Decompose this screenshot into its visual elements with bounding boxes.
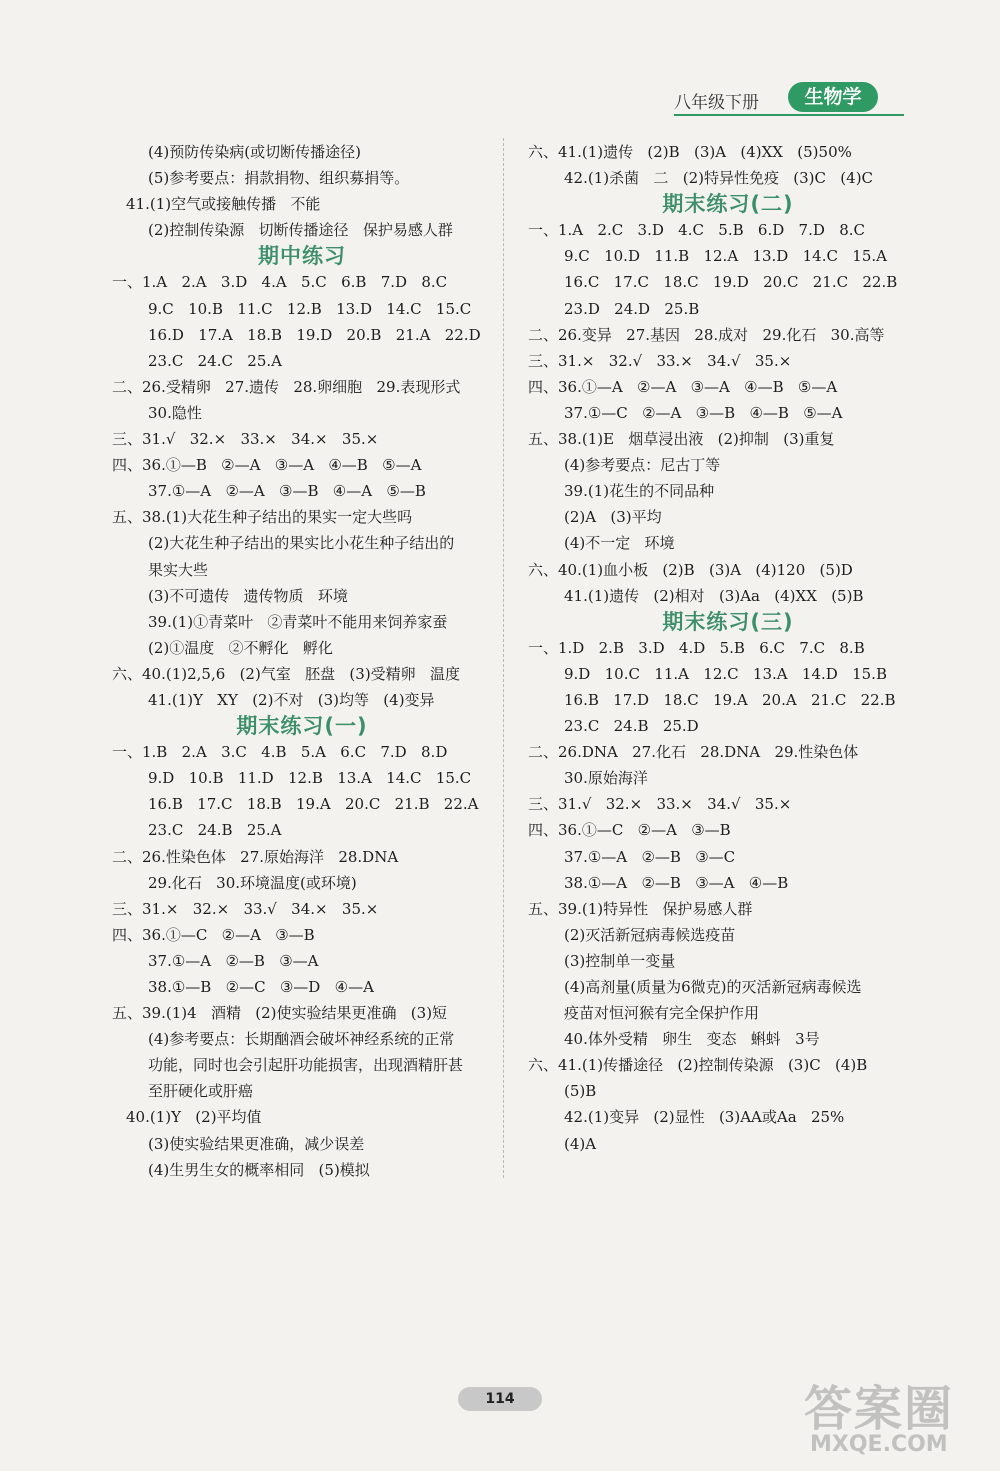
subject-badge: 生物学 [788,82,878,112]
section-title: 期末练习(一) [236,714,368,739]
answer-line: (4)不一定 环境 [564,534,675,553]
answer-line: 42.(1)变异 (2)显性 (3)AA或Aa 25% [564,1108,845,1127]
answer-line: 四、36.①—A ②—A ③—A ④—B ⑤—A [528,377,838,396]
answer-line: 41.(1)空气或接触传播 不能 [126,195,321,214]
answer-line: 六、41.(1)传播途径 (2)控制传染源 (3)C (4)B [528,1056,868,1075]
answer-line: (4)参考要点：长期酗酒会破坏神经系统的正常 [148,1030,455,1049]
answer-line: 37.①—A ②—A ③—B ④—A ⑤—B [148,482,426,501]
watermark-logo: 答案圈 [804,1381,955,1437]
answer-line: 30.隐性 [148,403,202,422]
answer-line: (4)A [564,1134,597,1153]
section-title: 期中练习 [258,244,346,269]
section-title: 期末练习(二) [662,192,794,217]
answer-line: 疫苗对恒河猴有完全保护作用 [564,1004,760,1023]
answer-line: 41.(1)Y XY (2)不对 (3)均等 (4)变异 [148,690,435,709]
page-header [674,80,904,116]
answer-line: 39.(1)①青菜叶 ②青菜叶不能用来饲养家蚕 [148,612,448,631]
answer-line: (3)使实验结果更准确，减少误差 [148,1134,365,1153]
answer-line: 四、36.①—B ②—A ③—A ④—B ⑤—A [112,456,422,475]
page-number-badge [458,1387,542,1411]
answer-line: 9.C 10.D 11.B 12.A 13.D 14.C 15.A [564,247,887,266]
answer-line: 一、1.A 2.C 3.D 4.C 5.B 6.D 7.D 8.C [528,221,865,240]
answer-line: (2)A (3)平均 [564,508,662,527]
answer-line: (2)灭活新冠病毒候选疫苗 [564,925,736,944]
answer-line: 二、26.性染色体 27.原始海洋 28.DNA [112,847,399,866]
answer-line: 三、31.√ 32.× 33.× 34.× 35.× [112,430,379,449]
answer-line: 16.C 17.C 18.C 19.D 20.C 21.C 22.B [564,273,898,292]
answer-line: (2)控制传染源 切断传播途径 保护易感人群 [148,221,453,240]
answer-line: 果实大些 [148,560,209,579]
answer-line: 38.①—B ②—C ③—D ④—A [148,978,374,996]
answer-line: 一、1.A 2.A 3.D 4.A 5.C 6.B 7.D 8.C [112,273,448,292]
answer-line: 23.D 24.D 25.B [564,299,700,318]
answer-line: (3)控制单一变量 [564,951,676,970]
right-column [528,139,928,1157]
answer-line: 五、39.(1)4 酒精 (2)使实验结果更准确 (3)短 [112,1004,448,1023]
answer-line: 至肝硬化或肝癌 [148,1082,254,1101]
answer-line: 四、36.①—C ②—A ③—B [112,925,315,944]
answer-line: 三、31.× 32.× 33.√ 34.× 35.× [112,899,379,918]
answer-line: 23.C 24.C 25.A [148,351,282,370]
page-number: 114 [485,1391,515,1407]
answer-line: 二、26.变异 27.基因 28.成对 29.化石 30.高等 [528,325,885,344]
answer-line: 40.体外受精 卵生 变态 蝌蚪 3号 [564,1030,820,1049]
watermark-site: MXQE.COM [810,1432,948,1457]
answer-line: (3)不可遗传 遗传物质 环境 [148,586,348,605]
answer-line: (5)参考要点：捐款捐物、组织募捐等。 [148,169,410,188]
answer-line: 29.化石 30.环境温度(或环境) [148,873,357,892]
answer-line: 23.C 24.B 25.A [148,821,282,840]
answer-line: (4)高剂量(质量为6微克)的灭活新冠病毒候选 [564,978,862,996]
answer-line: 41.(1)遗传 (2)相对 (3)Aa (4)XX (5)B [564,586,864,605]
answer-line: 一、1.D 2.B 3.D 4.D 5.B 6.C 7.C 8.B [528,638,865,657]
answer-line: (4)生男生女的概率相同 (5)模拟 [148,1160,370,1179]
answer-line: 37.①—C ②—A ③—B ④—B ⑤—A [564,403,843,422]
answer-line: 16.D 17.A 18.B 19.D 20.B 21.A 22.D [148,325,481,344]
answer-line: 二、26.DNA 27.化石 28.DNA 29.性染色体 [528,743,859,762]
grade-label: 八年级下册 [674,93,759,113]
answer-line: 40.(1)Y (2)平均值 [126,1108,262,1127]
answer-line: 三、31.√ 32.× 33.× 34.√ 35.× [528,795,792,814]
answer-line: 三、31.× 32.√ 33.× 34.√ 35.× [528,351,792,370]
answer-line: 六、41.(1)遗传 (2)B (3)A (4)XX (5)50% [528,143,852,161]
answer-line: (2)①温度 ②不孵化 孵化 [148,638,333,657]
section-title: 期末练习(三) [662,609,794,634]
answer-line: (5)B [564,1082,597,1101]
answer-line: 9.D 10.C 11.A 12.C 13.A 14.D 15.B [564,664,887,683]
answer-line: 16.B 17.D 18.C 19.A 20.A 21.C 22.B [564,690,896,709]
answer-line: 37.①—A ②—B ③—A [148,951,319,970]
header-rule [674,114,904,116]
answer-line: 六、40.(1)血小板 (2)B (3)A (4)120 (5)D [528,560,853,579]
answer-line: 一、1.B 2.A 3.C 4.B 5.A 6.C 7.D 8.D [112,743,448,762]
answer-line: 39.(1)花生的不同品种 [564,482,715,501]
answer-line: 30.原始海洋 [564,769,648,788]
answer-line: 37.①—A ②—B ③—C [564,847,736,866]
left-column [112,139,492,1183]
answer-line: (4)参考要点：尼古丁等 [564,456,721,475]
answer-line: 四、36.①—C ②—A ③—B [528,821,731,840]
answer-line: 9.C 10.B 11.C 12.B 13.D 14.C 15.C [148,299,472,318]
watermark [800,1370,990,1460]
answer-line: 23.C 24.B 25.D [564,717,699,736]
answer-line: 42.(1)杀菌 二 (2)特异性免疫 (3)C (4)C [564,169,874,188]
answer-line: 六、40.(1)2,5,6 (2)气室 胚盘 (3)受精卵 温度 [112,664,460,683]
answer-line: 16.B 17.C 18.B 19.A 20.C 21.B 22.A [148,795,479,814]
answer-line: 9.D 10.B 11.D 12.B 13.A 14.C 15.C [148,769,472,788]
column-divider [503,138,504,1178]
answer-line: 功能，同时也会引起肝功能损害，出现酒精肝甚 [148,1056,464,1075]
answer-line: (2)大花生种子结出的果实比小花生种子结出的 [148,534,455,553]
answer-line: 五、39.(1)特异性 保护易感人群 [528,899,753,918]
answer-line: 五、38.(1)大花生种子结出的果实一定大些吗 [112,508,413,527]
answer-line: 五、38.(1)E 烟草浸出液 (2)抑制 (3)重复 [528,430,835,449]
answer-line: (4)预防传染病(或切断传播途径) [148,143,361,161]
answer-line: 二、26.受精卵 27.遗传 28.卵细胞 29.表现形式 [112,377,461,396]
answer-line: 38.①—A ②—B ③—A ④—B [564,873,789,892]
